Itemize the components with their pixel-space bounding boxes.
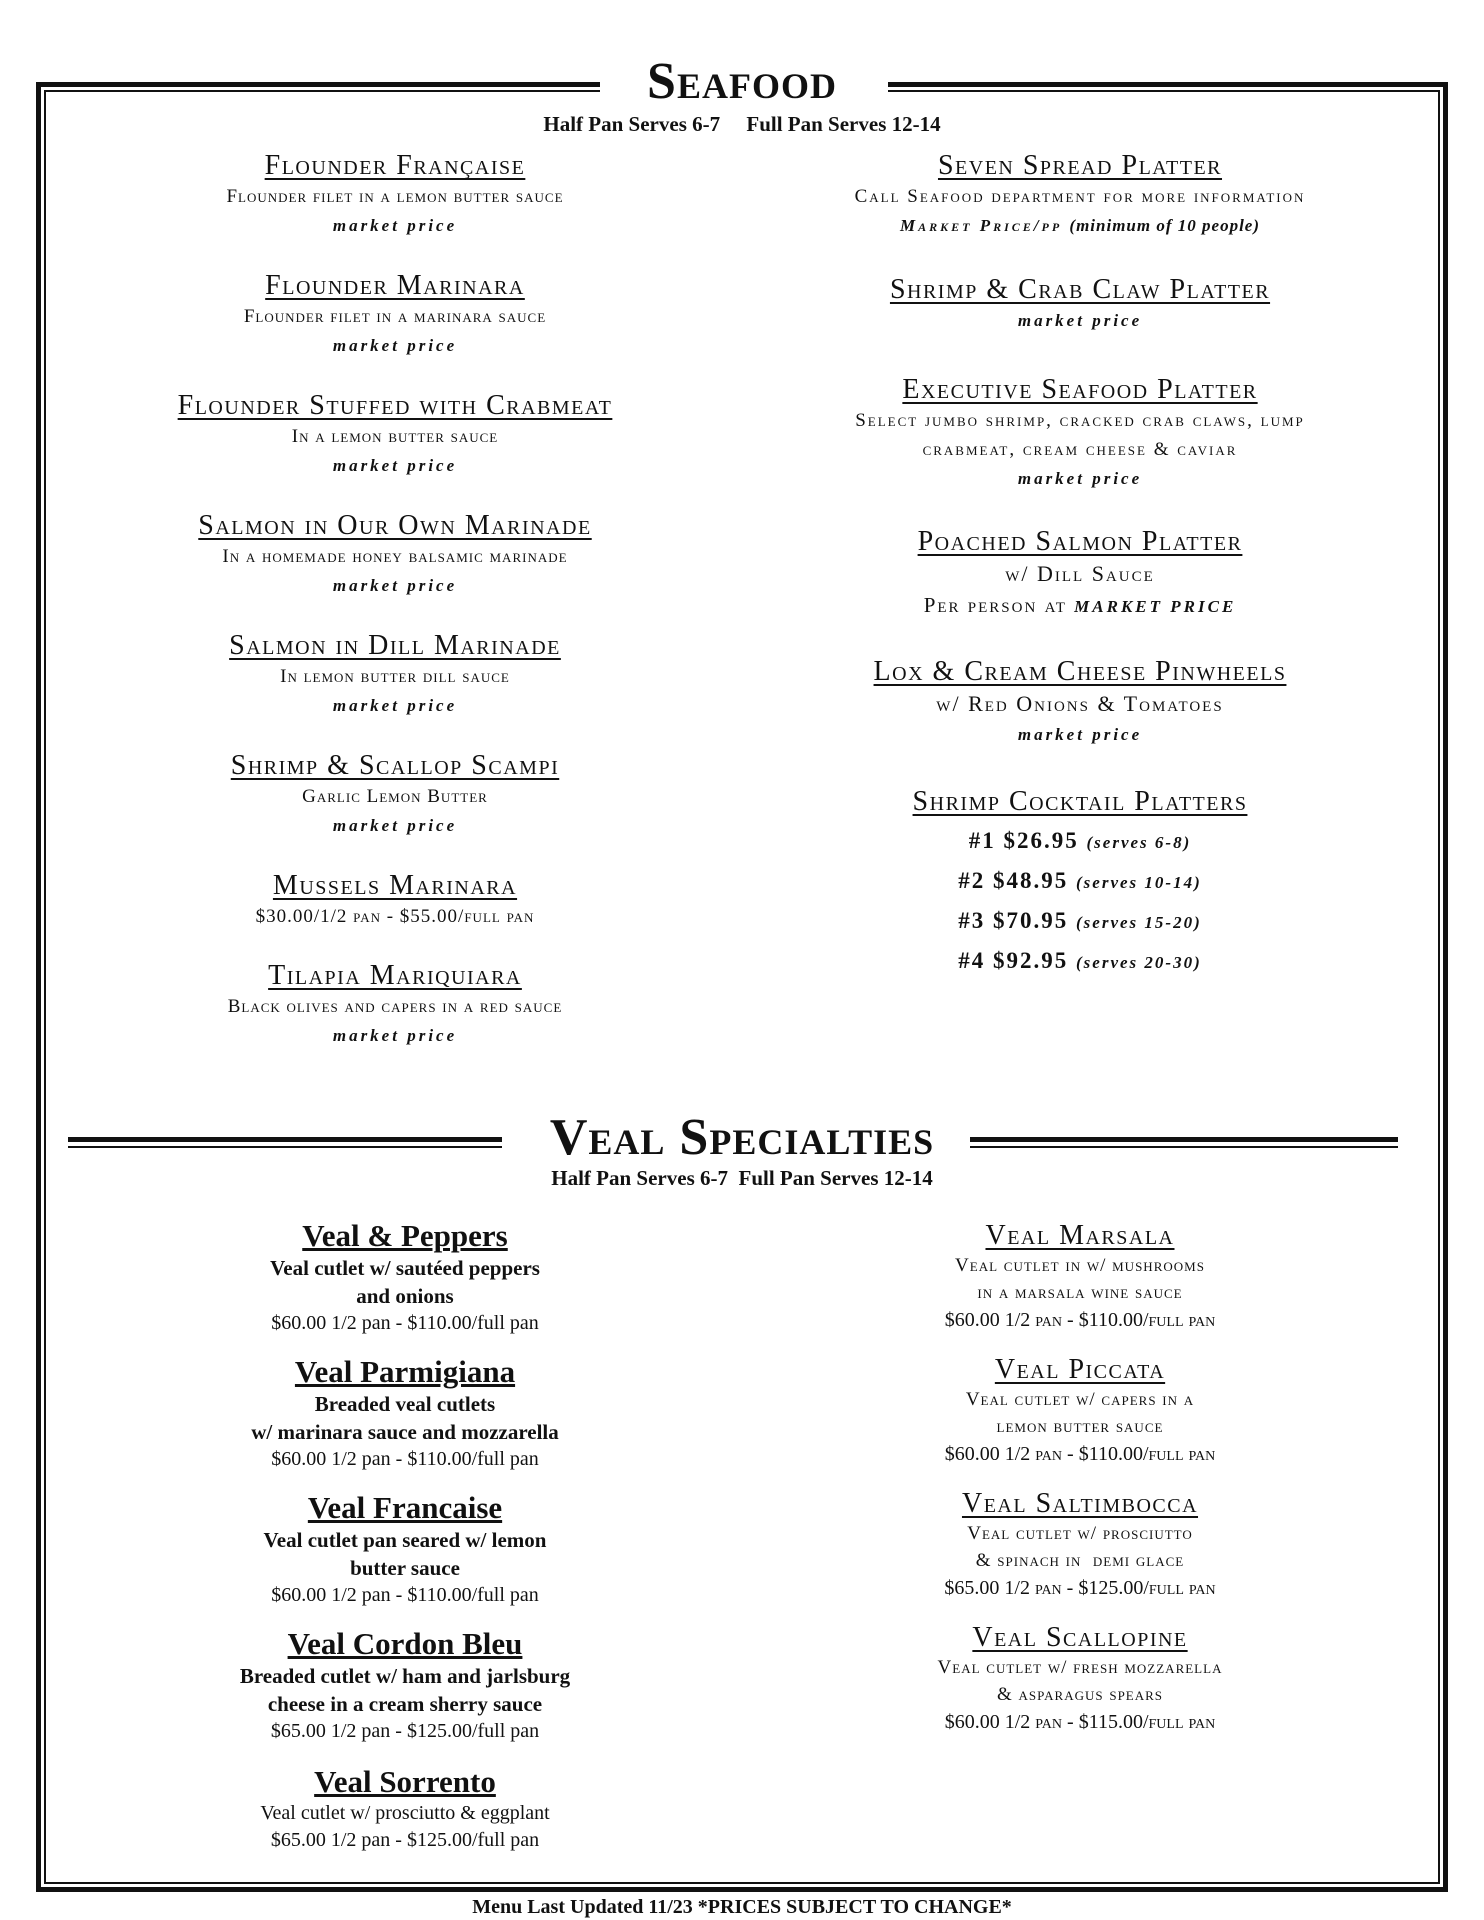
item-price: Market Price/pp (minimum of 10 people) <box>900 216 1260 235</box>
menu-item <box>80 960 710 1080</box>
item-desc: Veal cutlet w/ capers in a <box>965 1389 1195 1410</box>
item-desc: Flounder filet in a lemon butter sauce <box>226 186 564 207</box>
menu-item <box>780 1488 1380 1622</box>
item-price: $60.00 1/2 pan - $110.00/full pan <box>271 1312 539 1334</box>
item-name: Salmon in Dill Marinade <box>229 630 561 661</box>
item-name: Executive Seafood Platter <box>902 374 1258 405</box>
item-price: market price <box>332 216 458 235</box>
item-price: market price <box>1017 469 1143 488</box>
cocktail-row: #1 $26.95 (serves 6-8) <box>968 828 1192 853</box>
item-name: Shrimp Cocktail Platters <box>912 786 1248 817</box>
item-desc: Black olives and capers in a red sauce <box>227 996 563 1017</box>
seafood-right-column <box>750 150 1410 982</box>
item-desc: Veal cutlet w/ sautéed peppers <box>270 1256 540 1280</box>
item-desc: Veal cutlet w/ prosciutto & eggplant <box>260 1802 550 1824</box>
menu-item <box>80 870 710 960</box>
item-desc: and onions <box>356 1284 454 1308</box>
item-desc: $30.00/1/2 pan - $55.00/full pan <box>255 906 535 927</box>
menu-item <box>750 374 1410 526</box>
item-name: Flounder Française <box>264 150 526 181</box>
item-name: Veal Sorrento <box>314 1764 496 1799</box>
item-price: $65.00 1/2 pan - $125.00/full pan <box>944 1577 1216 1599</box>
seafood-title: Seafood <box>647 53 837 110</box>
item-price: $60.00 1/2 pan - $110.00/full pan <box>944 1309 1216 1331</box>
menu-item <box>750 274 1410 374</box>
menu-item <box>780 1622 1380 1737</box>
item-desc: Call Seafood department for more information <box>854 186 1306 207</box>
item-price: $60.00 1/2 pan - $110.00/full pan <box>271 1584 539 1606</box>
veal-right-column <box>780 1220 1380 1737</box>
item-price: market price <box>1017 725 1143 744</box>
item-name: Poached Salmon Platter <box>917 526 1243 557</box>
veal-serves: Half Pan Serves 6-7 Full Pan Serves 12-14 <box>551 1166 933 1190</box>
item-name: Veal & Peppers <box>302 1218 508 1253</box>
item-name: Veal Scallopine <box>972 1622 1188 1653</box>
menu-item <box>780 1220 1380 1354</box>
item-name: Veal Cordon Bleu <box>287 1626 523 1661</box>
menu-item <box>110 1764 700 1854</box>
item-price: market price <box>332 696 458 715</box>
item-desc: crabmeat, cream cheese & caviar <box>922 439 1238 460</box>
menu-item <box>110 1218 700 1354</box>
item-desc: Breaded veal cutlets <box>314 1392 496 1416</box>
menu-item <box>780 1354 1380 1488</box>
item-name: Mussels Marinara <box>272 870 518 901</box>
seafood-serves: Half Pan Serves 6-7 Full Pan Serves 12-14 <box>543 112 941 136</box>
item-price: $60.00 1/2 pan - $110.00/full pan <box>271 1448 539 1470</box>
item-name: Veal Saltimbocca <box>961 1488 1199 1519</box>
footer-note: Menu Last Updated 11/23 *PRICES SUBJECT TO CHANGE* <box>472 1896 1012 1918</box>
item-name: Lox & Cream Cheese Pinwheels <box>873 656 1287 687</box>
item-name: Salmon in Our Own Marinade <box>198 510 592 541</box>
veal-left-column <box>110 1218 700 1854</box>
item-desc: Veal cutlet w/ prosciutto <box>967 1523 1193 1544</box>
menu-item <box>80 270 710 390</box>
seafood-left-column <box>80 150 710 1080</box>
item-name: Veal Marsala <box>985 1220 1175 1251</box>
item-desc: Veal cutlet w/ fresh mozzarella <box>937 1657 1223 1678</box>
menu-item <box>80 390 710 510</box>
item-desc: in a marsala wine sauce <box>977 1282 1183 1303</box>
menu-item <box>750 150 1410 274</box>
item-name: Veal Piccata <box>994 1354 1166 1385</box>
item-price: $60.00 1/2 pan - $110.00/full pan <box>944 1443 1216 1465</box>
item-price: market price <box>332 336 458 355</box>
item-name: Shrimp & Crab Claw Platter <box>889 274 1271 305</box>
item-price: $65.00 1/2 pan - $125.00/full pan <box>270 1829 540 1851</box>
item-price: $65.00 1/2 pan - $125.00/full pan <box>270 1720 540 1742</box>
item-desc: In a lemon butter sauce <box>291 426 499 447</box>
menu-item <box>750 526 1410 656</box>
menu-item <box>110 1490 700 1626</box>
item-desc: w/ marinara sauce and mozzarella <box>251 1420 559 1444</box>
menu-item <box>110 1626 700 1764</box>
item-name: Flounder Marinara <box>265 270 525 301</box>
menu-item <box>750 656 1410 786</box>
item-desc: lemon butter sauce <box>996 1416 1164 1437</box>
item-name: Tilapia Mariquiara <box>268 960 522 991</box>
cocktail-row: #2 $48.95 (serves 10-14) <box>958 868 1202 893</box>
item-desc: Garlic Lemon Butter <box>302 786 488 807</box>
item-desc: Select jumbo shrimp, cracked crab claws, lump <box>855 410 1305 431</box>
item-desc: w/ Dill Sauce <box>1005 561 1155 586</box>
item-price: market price <box>332 816 458 835</box>
item-desc: Flounder filet in a marinara sauce <box>243 306 547 327</box>
item-name: Veal Francaise <box>307 1490 503 1525</box>
item-desc: w/ Red Onions & Tomatoes <box>936 691 1224 716</box>
item-desc: Veal cutlet in w/ mushrooms <box>955 1255 1205 1276</box>
item-desc: cheese in a cream sherry sauce <box>267 1692 543 1716</box>
item-name: Veal Parmigiana <box>294 1354 516 1389</box>
menu-item <box>110 1354 700 1490</box>
menu-item <box>80 510 710 630</box>
item-price: $60.00 1/2 pan - $115.00/full pan <box>944 1711 1216 1733</box>
item-desc: Veal cutlet pan seared w/ lemon <box>263 1528 547 1552</box>
item-desc: & asparagus spears <box>996 1684 1164 1705</box>
menu-item <box>80 630 710 750</box>
menu-item <box>80 150 710 270</box>
item-name: Seven Spread Platter <box>937 150 1223 181</box>
item-name: Flounder Stuffed with Crabmeat <box>177 390 613 421</box>
item-desc: & spinach in demi glace <box>975 1550 1185 1571</box>
cocktail-row: #3 $70.95 (serves 15-20) <box>958 908 1202 933</box>
item-desc: Breaded cutlet w/ ham and jarlsburg <box>239 1664 571 1688</box>
item-desc: butter sauce <box>350 1556 460 1580</box>
item-price: market price <box>332 576 458 595</box>
menu-item <box>750 786 1410 982</box>
item-desc: In lemon butter dill sauce <box>280 666 510 687</box>
item-price: market price <box>332 456 458 475</box>
cocktail-row: #4 $92.95 (serves 20-30) <box>958 948 1202 973</box>
item-name: Shrimp & Scallop Scampi <box>230 750 560 781</box>
item-price: market price <box>1017 311 1143 330</box>
item-per-person: Per person at MARKET PRICE <box>923 593 1237 617</box>
menu-item <box>80 750 710 870</box>
item-desc: In a homemade honey balsamic marinade <box>222 546 568 567</box>
item-price: market price <box>332 1026 458 1045</box>
veal-title: Veal Specialties <box>549 1109 935 1166</box>
